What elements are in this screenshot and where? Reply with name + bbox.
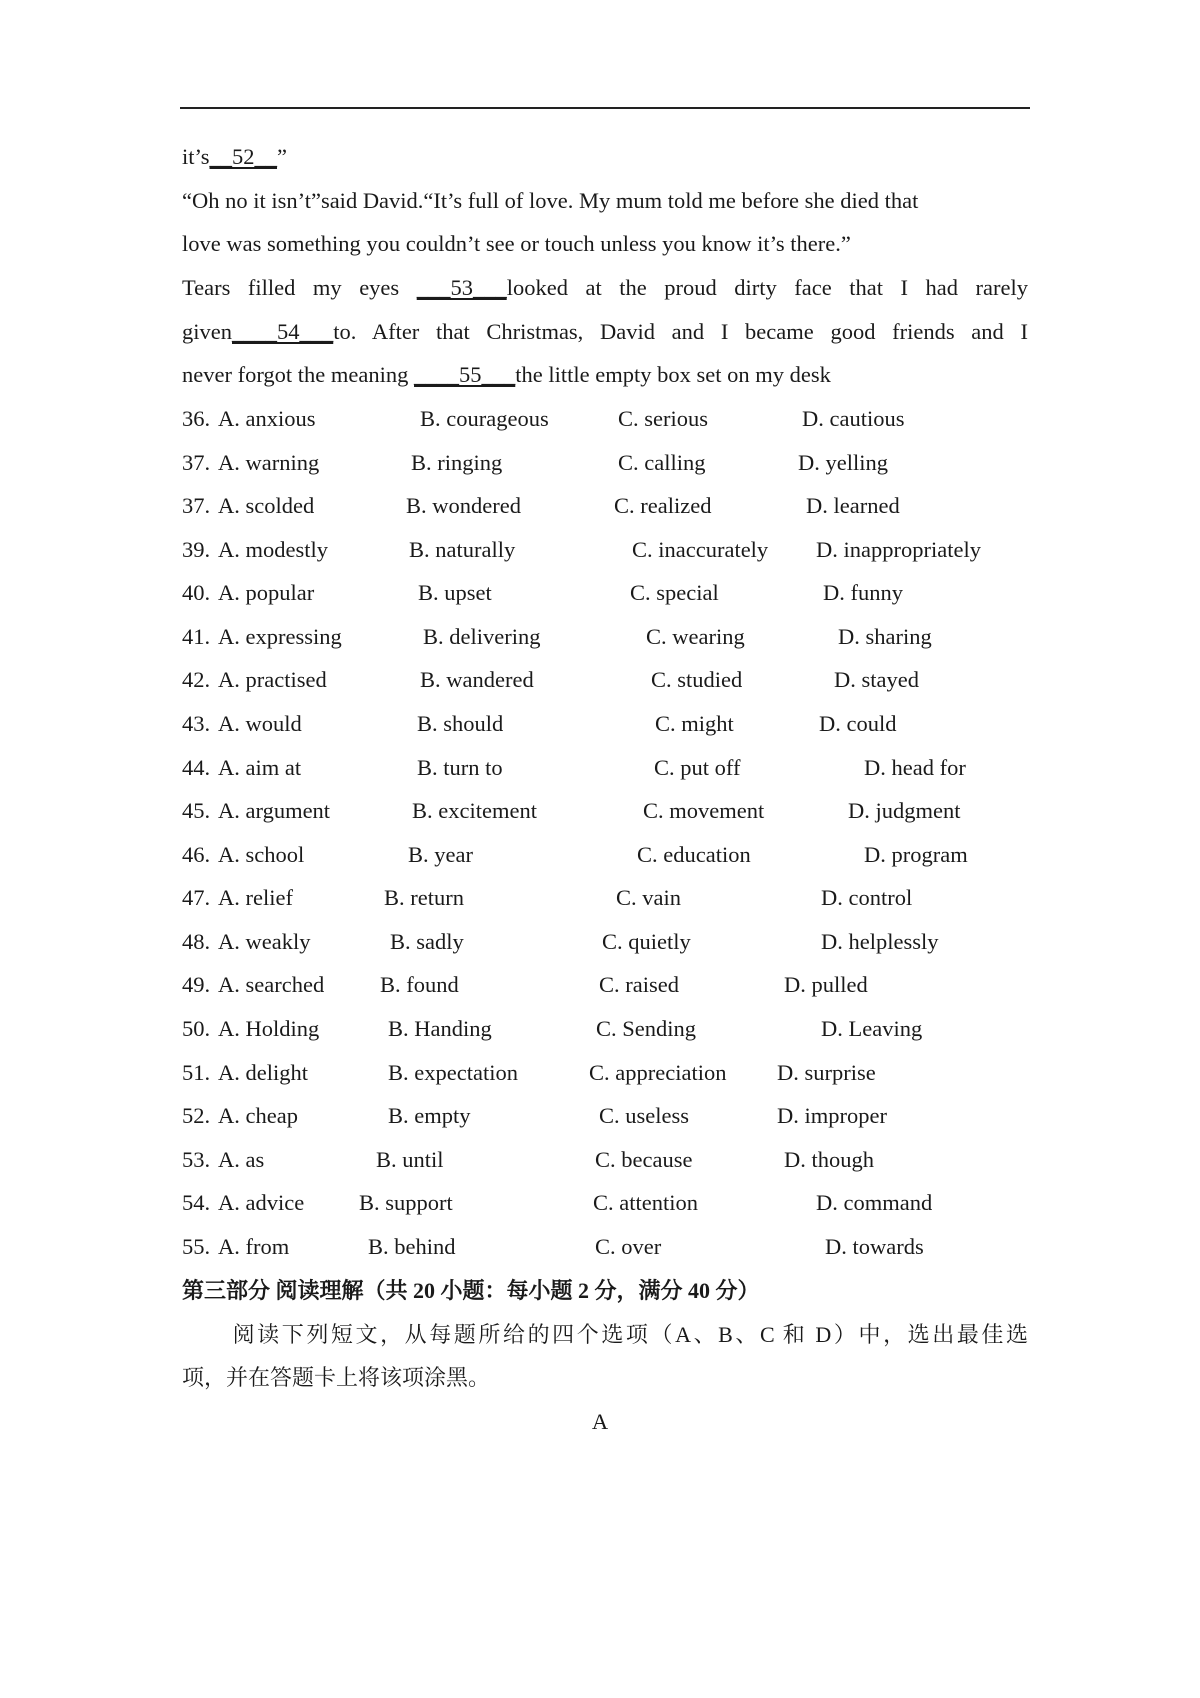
option-d: D. surprise xyxy=(777,1060,876,1085)
question-number: 43. xyxy=(182,711,211,736)
option-d: D. stayed xyxy=(834,667,919,692)
option-d: D. Leaving xyxy=(821,1016,923,1041)
option-c: C. special xyxy=(630,580,719,605)
text: it’s xyxy=(182,144,210,169)
option-b: B. Handing xyxy=(388,1016,492,1041)
option-d: D. pulled xyxy=(784,972,868,997)
option-a: A. modestly xyxy=(218,537,328,562)
option-d: D. towards xyxy=(825,1234,924,1259)
question-number: 37. xyxy=(182,493,211,518)
option-d: D. learned xyxy=(806,493,900,518)
question-number: 54. xyxy=(182,1190,211,1215)
option-b: B. excitement xyxy=(412,798,537,823)
option-d: D. control xyxy=(821,885,913,910)
option-b: B. empty xyxy=(388,1103,471,1128)
option-d: D. funny xyxy=(823,580,903,605)
option-a: A. weakly xyxy=(218,929,311,954)
option-c: C. because xyxy=(595,1147,693,1172)
option-b: B. upset xyxy=(418,580,492,605)
option-c: C. Sending xyxy=(596,1016,697,1041)
passage-line-2: “Oh no it isn’t”said David.“It’s full of love. My mum told me before she died that xyxy=(182,188,919,213)
option-d: D. could xyxy=(819,711,897,736)
passage-line-6 xyxy=(182,360,1028,390)
option-b: B. expectation xyxy=(388,1060,518,1085)
option-a: A. advice xyxy=(218,1190,305,1215)
option-a: A. cheap xyxy=(218,1103,298,1128)
text: never forgot the meaning xyxy=(182,362,415,387)
option-b: B. naturally xyxy=(409,537,516,562)
question-number: 47. xyxy=(182,885,211,910)
question-number: 51. xyxy=(182,1060,211,1085)
option-a: A. argument xyxy=(218,798,331,823)
option-d: D. program xyxy=(864,842,968,867)
instructions-line-1 xyxy=(182,1320,1028,1350)
section-heading: 第三部分 阅读理解（共 20 小题：每小题 2 分，满分 40 分） xyxy=(182,1278,760,1303)
option-c: C. inaccurately xyxy=(632,537,769,562)
passage-line-5 xyxy=(182,317,1028,347)
option-c: C. attention xyxy=(593,1190,698,1215)
question-number: 49. xyxy=(182,972,211,997)
option-a: A. searched xyxy=(218,972,325,997)
option-a: A. school xyxy=(218,842,305,867)
option-a: A. Holding xyxy=(218,1016,320,1041)
text: Tears filled my eyes xyxy=(182,275,417,300)
text: to. After that Christmas, David and I became good friends and I xyxy=(333,319,1028,344)
option-b: B. until xyxy=(376,1147,444,1172)
blank-52: __52__ xyxy=(209,144,278,169)
option-d: D. improper xyxy=(777,1103,887,1128)
option-b: B. should xyxy=(417,711,504,736)
option-b: B. ringing xyxy=(411,450,503,475)
blank-55: ____55___ xyxy=(414,362,516,387)
question-number: 53. xyxy=(182,1147,211,1172)
option-d: D. sharing xyxy=(838,624,932,649)
text: ” xyxy=(277,144,288,169)
option-a: A. warning xyxy=(218,450,320,475)
option-b: B. found xyxy=(380,972,459,997)
question-number: 52. xyxy=(182,1103,211,1128)
option-d: D. cautious xyxy=(802,406,905,431)
question-number: 39. xyxy=(182,537,211,562)
option-a: A. expressing xyxy=(218,624,342,649)
option-a: A. as xyxy=(218,1147,265,1172)
option-a: A. popular xyxy=(218,580,315,605)
option-c: C. vain xyxy=(616,885,681,910)
option-c: C. wearing xyxy=(646,624,745,649)
text: looked at the proud dirty face that I had rarely xyxy=(506,275,1028,300)
passage-line-3: love was something you couldn’t see or touch unless you know it’s there.” xyxy=(182,231,851,256)
question-number: 50. xyxy=(182,1016,211,1041)
option-b: B. delivering xyxy=(423,624,541,649)
option-c: C. realized xyxy=(614,493,712,518)
option-b: B. wandered xyxy=(420,667,534,692)
option-c: C. appreciation xyxy=(589,1060,727,1085)
option-d: D. inappropriately xyxy=(816,537,981,562)
option-d: D. helplessly xyxy=(821,929,939,954)
option-b: B. support xyxy=(359,1190,453,1215)
question-number: 37. xyxy=(182,450,211,475)
question-number: 48. xyxy=(182,929,211,954)
text: 阅读下列短文，从每题所给的四个选项（A、B、C 和 D）中，选出最佳选 xyxy=(230,1322,1028,1347)
option-c: C. education xyxy=(637,842,751,867)
option-d: D. though xyxy=(784,1147,874,1172)
option-a: A. relief xyxy=(218,885,293,910)
option-c: C. quietly xyxy=(602,929,691,954)
option-b: B. behind xyxy=(368,1234,456,1259)
text: given xyxy=(182,319,232,344)
option-c: C. serious xyxy=(618,406,708,431)
option-b: B. sadly xyxy=(390,929,464,954)
option-c: C. over xyxy=(595,1234,662,1259)
option-c: C. put off xyxy=(654,755,741,780)
option-a: A. delight xyxy=(218,1060,308,1085)
text: the little empty box set on my desk xyxy=(515,362,831,387)
option-d: D. head for xyxy=(864,755,966,780)
question-number: 41. xyxy=(182,624,211,649)
option-a: A. would xyxy=(218,711,302,736)
question-number: 45. xyxy=(182,798,211,823)
option-b: B. turn to xyxy=(417,755,503,780)
option-b: B. courageous xyxy=(420,406,549,431)
question-number: 42. xyxy=(182,667,211,692)
passage-label: A xyxy=(591,1409,609,1434)
option-c: C. studied xyxy=(651,667,743,692)
option-a: A. scolded xyxy=(218,493,315,518)
option-a: A. practised xyxy=(218,667,327,692)
question-number: 44. xyxy=(182,755,211,780)
instructions-line-2: 项，并在答题卡上将该项涂黑。 xyxy=(182,1365,491,1390)
option-a: A. anxious xyxy=(218,406,316,431)
question-number: 40. xyxy=(182,580,211,605)
question-number: 36. xyxy=(182,406,211,431)
option-d: D. yelling xyxy=(798,450,888,475)
option-c: C. calling xyxy=(618,450,706,475)
question-number: 55. xyxy=(182,1234,211,1259)
option-c: C. raised xyxy=(599,972,679,997)
blank-54: ____54___ xyxy=(232,319,334,344)
option-d: D. command xyxy=(816,1190,933,1215)
option-d: D. judgment xyxy=(848,798,961,823)
passage-line-1 xyxy=(182,142,1028,172)
option-c: C. might xyxy=(655,711,734,736)
option-a: A. aim at xyxy=(218,755,302,780)
question-number: 46. xyxy=(182,842,211,867)
option-a: A. from xyxy=(218,1234,290,1259)
option-b: B. wondered xyxy=(406,493,521,518)
option-b: B. return xyxy=(384,885,464,910)
option-c: C. useless xyxy=(599,1103,689,1128)
passage-line-4 xyxy=(182,273,1028,303)
option-c: C. movement xyxy=(643,798,765,823)
header-rule xyxy=(180,107,1030,109)
option-b: B. year xyxy=(408,842,473,867)
blank-53: ___53___ xyxy=(416,275,507,300)
